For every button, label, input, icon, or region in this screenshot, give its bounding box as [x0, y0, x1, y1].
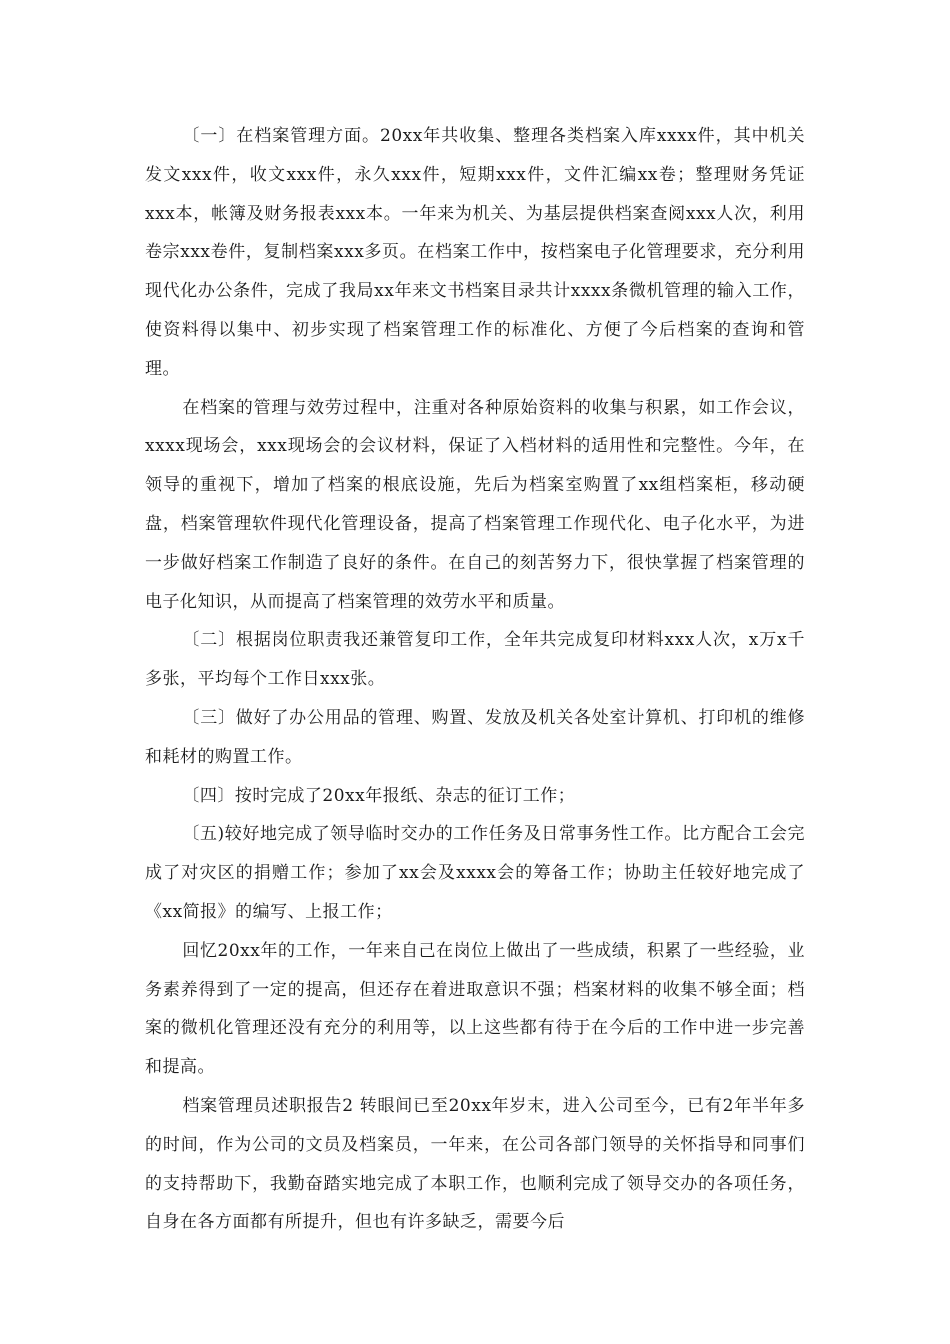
paragraph-subscriptions: 〔四〕按时完成了20xx年报纸、杂志的征订工作；	[182, 785, 576, 806]
paragraph-report-2: 档案管理员述职报告2 转眼间已至20xx年岁末，进入公司至今，已有2年半年多的时间，作为公司的文员及档案员，一年来，在公司各部门领导的关怀指导和同事们的支持帮助下，我勤奋踏实地完成了本职工作，也顺利完成了领导交办的各项任务，自身在各方面都有所提升，但也有许多缺乏，需要今后	[145, 1095, 805, 1233]
paragraph-archive-management: 〔一〕在档案管理方面。20xx年共收集、整理各类档案入库xxxx件，其中机关发文xxx件，收文xxx件，永久xxx件，短期xxx件，文件汇编xx卷；整理财务凭证xxx本，帐簿及财务报表xxx本。一年来为机关、为基层提供档案查阅xxx人次，利用卷宗xxx卷件，复制档案xxx多页。在档案工作中，按档案电子化管理要求，充分利用现代化办公条件，完成了我局xx年来文书档案目录共计xxxx条微机管理的输入工作，使资料得以集中、初步实现了档案管理工作的标准化、方便了今后档案的查询和管理。	[145, 126, 805, 379]
document-body	[145, 117, 805, 1242]
paragraph-archive-service: 在档案的管理与效劳过程中，注重对各种原始资料的收集与积累，如工作会议，xxxx现场会，xxx现场会的会议材料，保证了入档材料的适用性和完整性。今年，在领导的重视下，增加了档案的根底设施，先后为档案室购置了xx组档案柜，移动硬盘，档案管理软件现代化管理设备，提高了档案管理工作现代化、电子化水平，为进一步做好档案工作制造了良好的条件。在自己的刻苦努力下，很快掌握了档案管理的电子化知识，从而提高了档案管理的效劳水平和质量。	[145, 397, 805, 612]
paragraph-copying-work: 〔二〕根据岗位职责我还兼管复印工作，全年共完成复印材料xxx人次，x万x千多张，平均每个工作日xxx张。	[145, 630, 805, 690]
paragraph-office-supplies: 〔三〕做好了办公用品的管理、购置、发放及机关各处室计算机、打印机的维修和耗材的购置工作。	[145, 707, 805, 767]
paragraph-temporary-tasks: 〔五)较好地完成了领导临时交办的工作任务及日常事务性工作。比方配合工会完成了对灾区的捐赠工作；参加了xx会及xxxx会的筹备工作；协助主任较好地完成了《xx简报》的编写、上报工作；	[145, 824, 805, 922]
paragraph-review: 回忆20xx年的工作，一年来自己在岗位上做出了一些成绩，积累了一些经验，业务素养得到了一定的提高，但还存在着进取意识不强；档案材料的收集不够全面；档案的微机化管理还没有充分的利用等，以上这些都有待于在今后的工作中进一步完善和提高。	[145, 940, 805, 1078]
